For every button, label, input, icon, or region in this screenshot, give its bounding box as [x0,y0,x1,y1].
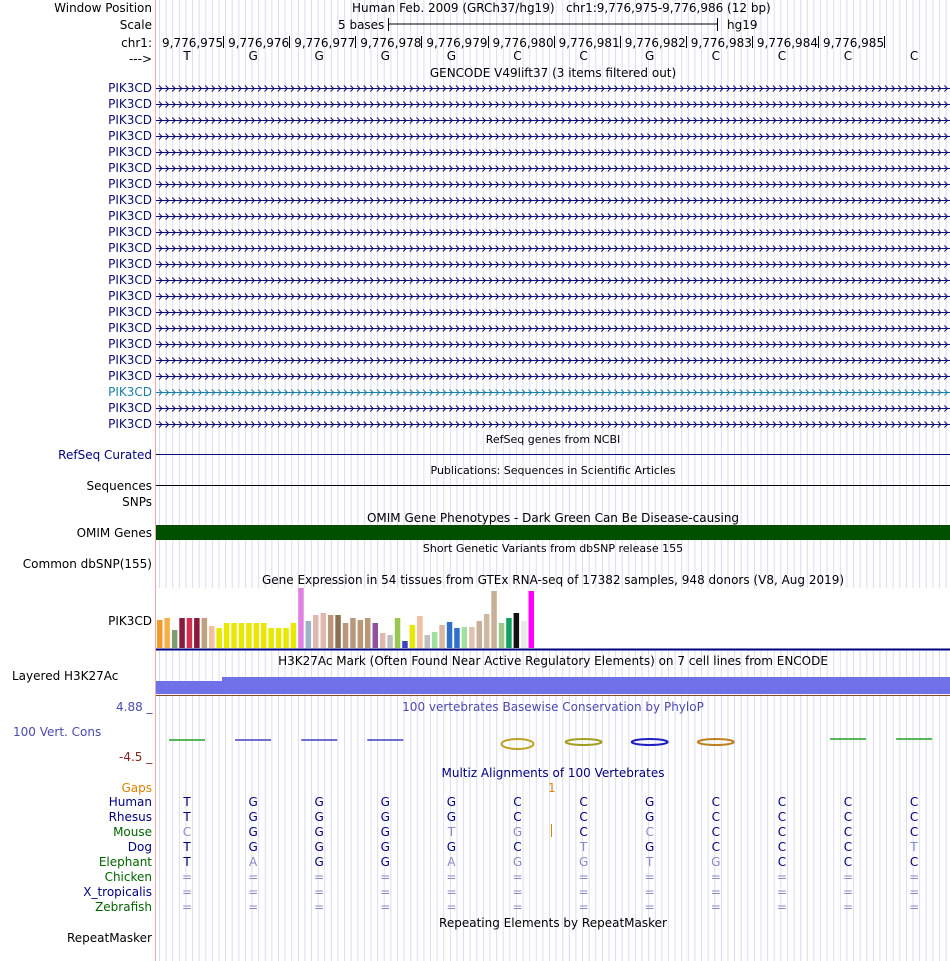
coordinate-tick-mark [686,36,687,48]
reference-base: T [183,49,191,63]
aligned-base: G [248,825,258,839]
gencode-transcript[interactable] [156,128,950,144]
aligned-base: G [248,840,258,854]
gencode-item-label[interactable]: PIK3CD [108,161,152,175]
sequences-line[interactable] [156,485,950,486]
aligned-base: = [248,900,259,914]
aligned-base: C [843,810,853,824]
aligned-base: G [446,840,457,854]
coordinate-tick-mark [421,36,422,48]
species-label[interactable]: X_tropicalis [83,885,152,899]
aligned-base: = [710,900,721,914]
gencode-transcript[interactable] [156,192,950,208]
aligned-base: = [380,870,391,884]
aligned-base: C [711,840,720,854]
phylop-logo [698,739,734,745]
gencode-item-label[interactable]: PIK3CD [108,273,152,287]
gencode-item-label[interactable]: PIK3CD [108,97,152,111]
gtex-tissue-bar[interactable] [387,635,393,648]
coordinate-tick-mark [884,36,885,48]
aligned-base: C [777,810,787,824]
gtex-tissue-bar[interactable] [321,613,327,648]
aligned-base: G [380,795,390,809]
gtex-tissue-bar[interactable] [402,641,408,648]
gtex-tissue-bar[interactable] [432,632,438,648]
gencode-transcript[interactable] [156,256,950,272]
species-label[interactable]: Mouse [113,825,152,839]
coordinate-tick-mark [554,36,555,48]
coordinate-tick: 9,776,981 [558,36,620,50]
phylop-logo [502,739,534,749]
assembly-label: hg19 [727,18,758,32]
aligned-base: C [843,825,853,839]
aligned-base: G [711,855,721,869]
phylop-label[interactable]: 100 Vert. Cons [13,725,102,739]
gtex-tissue-bar[interactable] [216,628,222,648]
aligned-base: = [181,900,193,914]
aligned-base: C [843,795,853,809]
aligned-base: T [183,795,191,809]
gtex-tissue-bar[interactable] [254,623,260,648]
gtex-chart[interactable] [156,588,950,652]
aligned-base: C [777,825,787,839]
aligned-base: G [645,840,655,854]
aligned-base: G [380,810,390,824]
phylop-title: 100 vertebrates Basewise Conservation by PhyloP [402,700,704,714]
aligned-base: = [842,900,854,914]
coordinate-tick: 9,776,977 [294,36,356,50]
gencode-transcript[interactable] [156,144,950,160]
coordinate-tick-mark [289,36,290,48]
species-label[interactable]: Chicken [104,870,152,884]
gencode-item-label[interactable]: PIK3CD [108,289,152,303]
aligned-base: C [645,825,654,839]
gencode-transcript[interactable] [156,160,950,176]
refseq-label[interactable]: RefSeq Curated [58,448,152,462]
gencode-transcript[interactable] [156,208,950,224]
gtex-tissue-bar[interactable] [335,615,341,648]
aligned-base: G [645,810,655,824]
gtex-tissue-bar[interactable] [514,613,520,648]
h3k27ac-title: H3K27Ac Mark (Often Found Near Active Regulatory Elements) on 7 cell lines from ENCODE [278,654,828,668]
gtex-tissue-bar[interactable] [417,616,423,648]
aligned-base: G [248,810,258,824]
aligned-base: = [446,900,457,914]
aligned-base: C [909,855,919,869]
aligned-base: = [181,870,193,884]
aligned-base: = [181,885,193,899]
aligned-base: = [644,900,655,914]
aligned-base: = [512,900,523,914]
gtex-tissue-bar[interactable] [276,628,282,648]
gtex-tissue-bar[interactable] [224,623,230,648]
reference-base: C [711,49,720,63]
gencode-title: GENCODE V49lift37 (3 items filtered out) [429,66,677,80]
gtex-tissue-bar[interactable] [261,623,267,648]
gap-marker: 1 [548,781,556,795]
gencode-item-label[interactable]: PIK3CD [108,81,152,95]
gtex-tissue-bar[interactable] [484,614,490,648]
coordinate-tick-mark [223,36,224,48]
gtex-tissue-bar[interactable] [439,625,445,648]
coordinate-tick: 9,776,976 [228,36,290,50]
gencode-transcript[interactable] [156,336,950,352]
gtex-tissue-bar[interactable] [350,618,356,648]
gencode-transcript[interactable] [156,304,950,320]
aligned-base: G [314,810,324,824]
aligned-base: = [446,870,457,884]
aligned-base: = [909,900,920,914]
aligned-base: = [248,870,259,884]
coordinate-tick-mark [818,36,819,48]
gencode-item-label[interactable]: PIK3CD [108,369,152,383]
gencode-transcript[interactable] [156,384,950,400]
gtex-tissue-bar[interactable] [179,618,185,648]
coordinate-tick: 9,776,975 [162,36,224,50]
gtex-tissue-bar[interactable] [298,588,304,648]
coordinate-tick: 9,776,984 [756,36,818,50]
gtex-tissue-bar[interactable] [499,623,505,648]
coordinate-tick: 9,776,982 [624,36,686,50]
gtex-tissue-bar[interactable] [291,623,297,648]
gtex-tissue-bar[interactable] [462,627,468,648]
species-label[interactable]: Human [108,795,152,809]
aligned-base: G [645,795,655,809]
aligned-base: C [711,825,720,839]
gencode-item-label[interactable]: PIK3CD [108,417,152,431]
aligned-base: T [910,840,918,854]
aligned-base: C [182,825,192,839]
gtex-tissue-bar[interactable] [395,618,401,648]
aligned-base: C [909,825,919,839]
phylop-signal[interactable] [156,730,950,754]
aligned-base: = [776,885,787,899]
aligned-base: C [513,795,522,809]
gtex-tissue-bar[interactable] [231,623,237,648]
coordinate-tick-mark [488,36,489,48]
aligned-base: C [513,810,522,824]
coordinate-tick: 9,776,979 [426,36,488,50]
gencode-item-label[interactable]: PIK3CD [108,241,152,255]
aligned-base: = [380,885,391,899]
gencode-item-label[interactable]: PIK3CD [108,129,152,143]
aligned-base: T [447,825,456,839]
reference-base: G [314,49,324,63]
gtex-tissue-bar[interactable] [194,618,200,648]
coordinate-tick-mark [355,36,356,48]
aligned-base: = [644,870,655,884]
aligned-base: = [380,900,391,914]
aligned-base: A [248,855,258,869]
aligned-base: G [512,825,523,839]
gencode-item-label[interactable]: PIK3CD [108,337,152,351]
species-label[interactable]: Dog [127,840,152,854]
reference-base: G [645,49,655,63]
position-title: Human Feb. 2009 (GRCh37/hg19) chr1:9,776,975-9,776,986 (12 bp) [352,1,771,15]
aligned-base: C [909,810,919,824]
gtex-tissue-bar[interactable] [506,618,512,648]
insertion-marker [551,824,552,837]
dbsnp-title: Short Genetic Variants from dbSNP release 155 [422,542,684,555]
gtex-tissue-bar[interactable] [209,626,215,648]
species-label[interactable]: Elephant [98,855,152,869]
sequences-label[interactable]: Sequences [86,479,152,493]
gtex-tissue-bar[interactable] [380,633,386,648]
repeatmasker-label[interactable]: RepeatMasker [66,931,152,945]
aligned-base: G [314,855,324,869]
aligned-base: C [711,810,720,824]
aligned-base: G [380,840,390,854]
aligned-base: = [314,900,325,914]
aligned-base: C [579,825,588,839]
gtex-tissue-bar[interactable] [491,591,497,648]
phylop-logo [566,739,602,745]
gtex-tissue-bar[interactable] [343,623,349,648]
gencode-transcript[interactable] [156,240,950,256]
gencode-item-label[interactable]: PIK3CD [108,353,152,367]
gtex-tissue-bar[interactable] [306,621,312,648]
aligned-base: G [446,810,457,824]
omim-title: OMIM Gene Phenotypes - Dark Green Can Be Disease-causing [366,511,740,525]
h3k27ac-signal[interactable] [156,676,950,696]
window-position-label: Window Position [54,1,152,15]
aligned-base: = [446,885,457,899]
gencode-transcript[interactable] [156,400,950,416]
gtex-tissue-bar[interactable] [157,620,163,648]
aligned-base: A [447,855,456,869]
reference-base: C [579,49,588,63]
gtex-tissue-bar[interactable] [447,622,453,648]
gtex-tissue-bar[interactable] [202,618,208,648]
aligned-base: G [314,795,324,809]
aligned-base: = [578,900,589,914]
reference-base: G [380,49,390,63]
h3k27ac-label[interactable]: Layered H3K27Ac [12,669,119,683]
aligned-base: = [909,885,920,899]
aligned-base: = [578,870,589,884]
aligned-base: = [710,870,721,884]
gencode-item-label[interactable]: PIK3CD [108,209,152,223]
gtex-tissue-bar[interactable] [187,618,193,648]
aligned-base: C [777,840,787,854]
coordinate-tick: 9,776,985 [823,36,885,50]
gencode-transcript[interactable] [156,352,950,368]
gencode-transcript[interactable] [156,112,950,128]
gencode-transcript[interactable] [156,224,950,240]
gtex-tissue-bar[interactable] [410,625,416,648]
aligned-base: C [843,840,853,854]
aligned-base: C [777,795,787,809]
omim-label[interactable]: OMIM Genes [76,526,152,540]
reference-base: G [446,49,457,63]
gtex-tissue-bar[interactable] [328,615,334,648]
aligned-base: G [446,795,457,809]
gencode-transcript[interactable] [156,272,950,288]
gtex-tissue-bar[interactable] [358,620,364,648]
repeatmasker-title: Repeating Elements by RepeatMasker [439,916,667,930]
gencode-item-label[interactable]: PIK3CD [108,401,152,415]
gtex-tissue-bar[interactable] [365,618,371,648]
gtex-tissue-bar[interactable] [477,621,483,648]
coordinate-tick: 9,776,980 [492,36,554,50]
gtex-tissue-bar[interactable] [164,618,170,648]
aligned-base: T [183,810,191,824]
aligned-base: G [380,825,390,839]
reference-base: G [248,49,258,63]
publications-title: Publications: Sequences in Scientific Articles [430,464,676,477]
aligned-base: C [711,795,720,809]
gencode-transcript[interactable] [156,80,950,96]
gtex-tissue-bar[interactable] [373,623,379,648]
gencode-transcript[interactable] [156,176,950,192]
gtex-tissue-bar[interactable] [313,615,319,648]
aligned-base: C [777,855,787,869]
species-label[interactable]: Zebrafish [95,900,152,914]
gtex-label[interactable]: PIK3CD [108,614,152,628]
gencode-transcript[interactable] [156,368,950,384]
aligned-base: = [776,870,787,884]
aligned-base: C [909,795,919,809]
coordinate-tick-mark [752,36,753,48]
strand-label: ---> [128,52,152,66]
phylop-max: 4.88 _ [116,700,153,714]
gencode-transcript[interactable] [156,320,950,336]
refseq-line[interactable] [156,454,950,455]
gencode-item-label[interactable]: PIK3CD [108,321,152,335]
aligned-base: C [579,810,588,824]
reference-base: C [513,49,522,63]
gtex-tissue-bar[interactable] [246,623,252,648]
gtex-tissue-bar[interactable] [283,628,289,648]
gencode-item-label[interactable]: PIK3CD [108,113,152,127]
aligned-base: G [314,825,324,839]
gtex-tissue-bar[interactable] [529,591,535,648]
aligned-base: = [909,870,920,884]
aligned-base: T [579,840,588,854]
aligned-base: = [512,870,523,884]
coordinate-tick-mark [620,36,621,48]
gtex-tissue-bar[interactable] [425,635,431,648]
reference-base: C [777,49,787,63]
scale-label: Scale [119,18,152,32]
gencode-item-label[interactable]: PIK3CD [108,193,152,207]
aligned-base: G [578,855,589,869]
coordinate-tick: 9,776,978 [360,36,422,50]
phylop-logo [632,739,668,745]
gencode-item-label[interactable]: PIK3CD [108,225,152,239]
gencode-item-label[interactable]: PIK3CD [108,305,152,319]
species-label[interactable]: Rhesus [108,810,152,824]
aligned-base: = [314,870,325,884]
aligned-base: C [513,840,522,854]
gencode-item-label[interactable]: PIK3CD [108,145,152,159]
omim-bar[interactable] [156,525,950,540]
aligned-base: = [644,885,655,899]
gtex-tissue-bar[interactable] [268,628,274,648]
scale-bar [388,17,720,33]
refseq-title: RefSeq genes from NCBI [485,433,621,446]
phylop-min: -4.5 _ [119,750,153,764]
gtex-tissue-bar[interactable] [239,623,245,648]
dbsnp-label[interactable]: Common dbSNP(155) [22,557,152,571]
aligned-base: = [776,900,787,914]
gencode-transcript[interactable] [156,288,950,304]
h3k27ac-area[interactable] [156,677,950,694]
multiz-title: Multiz Alignments of 100 Vertebrates [441,766,665,780]
aligned-base: T [183,855,191,869]
aligned-base: = [314,885,325,899]
aligned-base: = [710,885,721,899]
aligned-base: = [842,870,854,884]
coordinate-tick: 9,776,983 [690,36,752,50]
gtex-tissue-bar[interactable] [454,628,460,648]
aligned-base: G [512,855,523,869]
gencode-item-label[interactable]: PIK3CD [108,257,152,271]
scale-text: 5 bases [338,18,385,32]
snps-label[interactable]: SNPs [122,495,152,509]
gtex-tissue-bar[interactable] [469,627,475,648]
aligned-base: T [646,855,654,869]
gtex-tissue-bar[interactable] [521,621,527,648]
reference-base: C [909,49,919,63]
gencode-transcript[interactable] [156,96,950,112]
reference-base: C [843,49,853,63]
aligned-base: G [248,795,258,809]
aligned-base: G [380,855,390,869]
gtex-tissue-bar[interactable] [172,630,178,648]
aligned-base: = [248,885,259,899]
aligned-base: C [843,855,853,869]
chrom-label: chr1: [121,36,152,50]
aligned-base: G [314,840,324,854]
aligned-base: T [183,840,191,854]
gaps-label[interactable]: Gaps [121,781,152,795]
gencode-transcript[interactable] [156,416,950,432]
aligned-base: C [579,795,588,809]
gencode-item-label[interactable]: PIK3CD [108,177,152,191]
aligned-base: = [578,885,589,899]
gtex-title: Gene Expression in 54 tissues from GTEx RNA-seq of 17382 samples, 948 donors (V8, Aug 2019) [261,573,845,587]
aligned-base: = [842,885,854,899]
aligned-base: = [512,885,523,899]
gencode-item-label[interactable]: PIK3CD [108,385,152,399]
